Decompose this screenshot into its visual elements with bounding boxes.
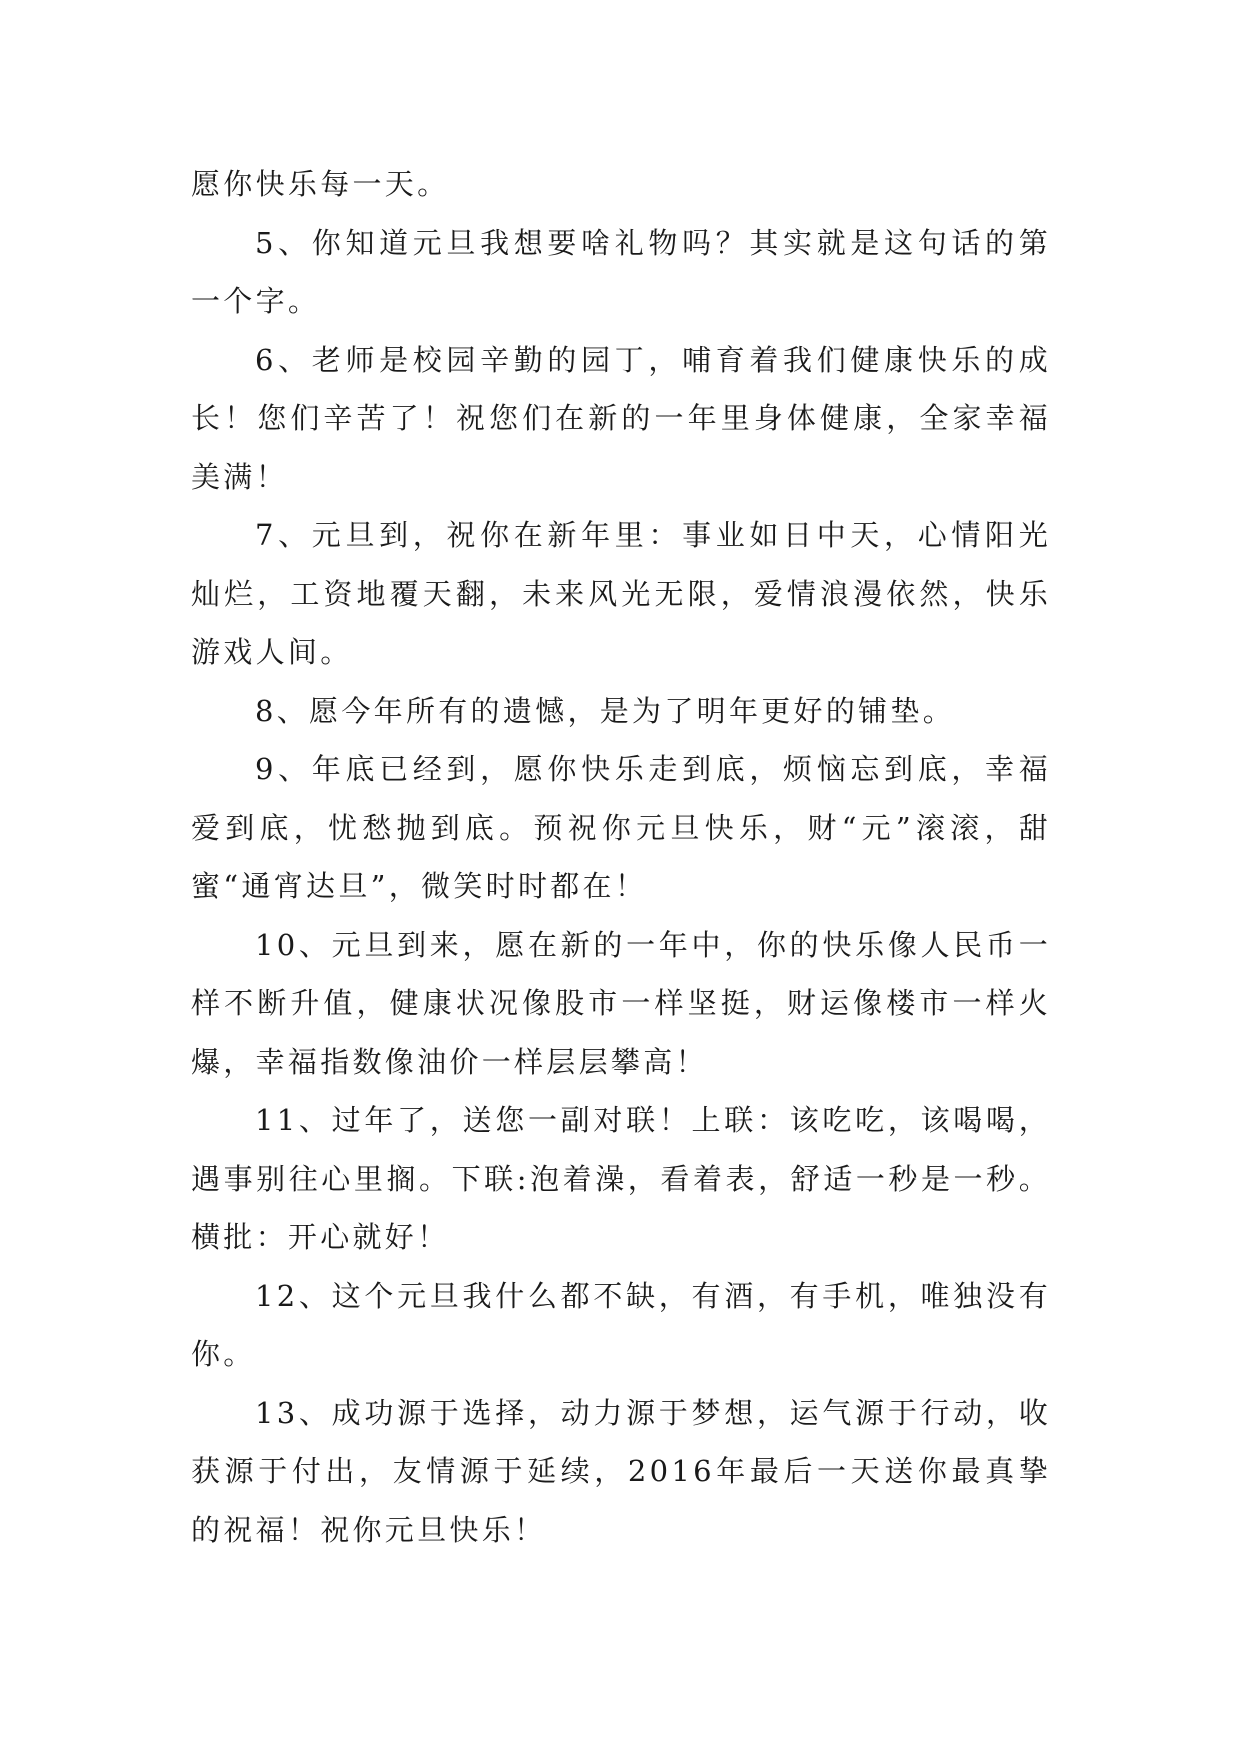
paragraph-item-12: 12、这个元旦我什么都不缺，有酒，有手机，唯独没有你。 — [191, 1278, 1051, 1371]
paragraph-item-6: 6、老师是校园辛勤的园丁，哺育着我们健康快乐的成长！您们辛苦了！祝您们在新的一年里身体健康，全家幸福美满！ — [191, 342, 1051, 494]
paragraph-item-5: 5、你知道元旦我想要啥礼物吗？其实就是这句话的第一个字。 — [191, 225, 1051, 318]
paragraph-item-9: 9、年底已经到，愿你快乐走到底，烦恼忘到底，幸福爱到底，忧愁抛到底。预祝你元旦快乐，财“元”滚滚，甜蜜“通宵达旦”，微笑时时都在！ — [191, 752, 1051, 903]
paragraph-continuation: 愿你快乐每一天。 — [191, 167, 450, 201]
document-body — [191, 155, 1051, 1559]
paragraph-item-13: 13、成功源于选择，动力源于梦想，运气源于行动，收获源于付出，友情源于延续，2016年最后一天送你最真挚的祝福！祝你元旦快乐！ — [191, 1395, 1051, 1547]
paragraph-item-10: 10、元旦到来，愿在新的一年中，你的快乐像人民币一样不断升值，健康状况像股市一样坚挺，财运像楼市一样火爆，幸福指数像油价一样层层攀高！ — [191, 927, 1051, 1079]
paragraph-item-11: 11、过年了，送您一副对联！上联：该吃吃，该喝喝，遇事别往心里搁。下联:泡着澡，看着表，舒适一秒是一秒。横批：开心就好！ — [191, 1103, 1051, 1254]
paragraph-item-7: 7、元旦到，祝你在新年里：事业如日中天，心情阳光灿烂，工资地覆天翻，未来风光无限，爱情浪漫依然，快乐游戏人间。 — [191, 518, 1051, 669]
paragraph-item-8: 8、愿今年所有的遗憾，是为了明年更好的铺垫。 — [255, 693, 956, 728]
